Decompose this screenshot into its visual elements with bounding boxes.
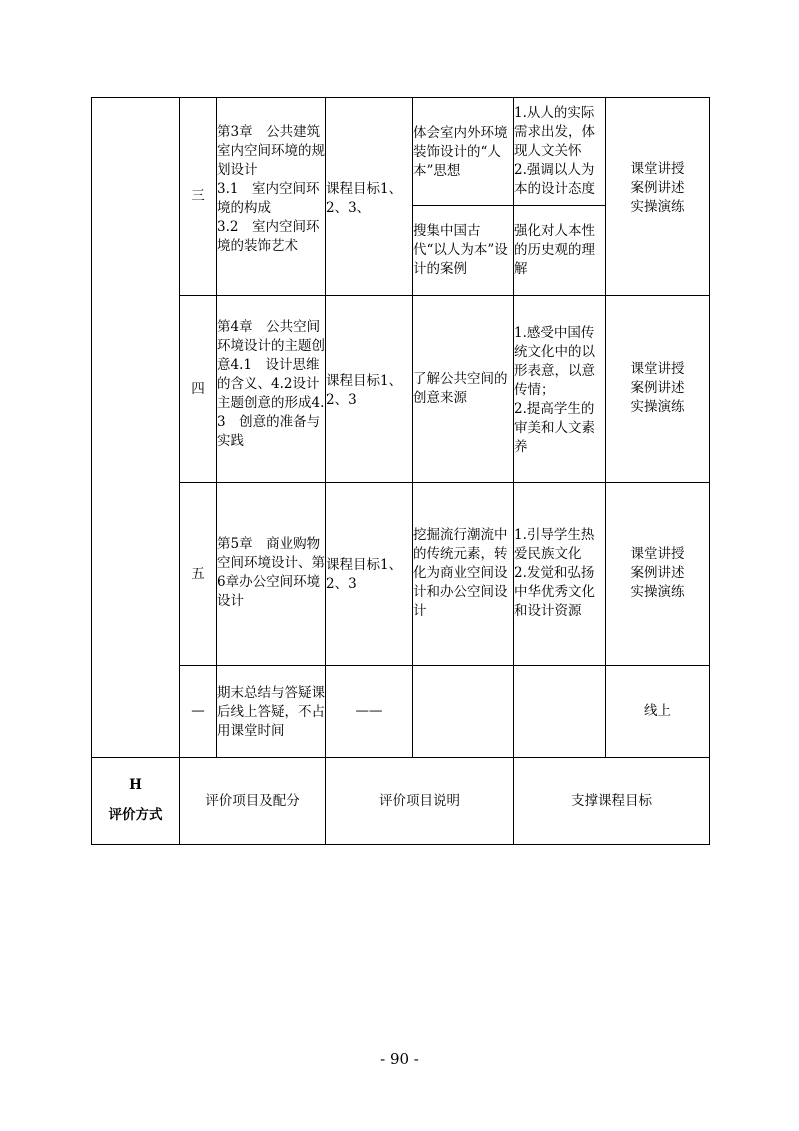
row-5-goal: 课程目标1、2、3: [326, 557, 403, 592]
row-3-point-1: 体会室内外环境装饰设计的“人本”思想: [413, 125, 508, 179]
evaluation-label: 评价方式: [108, 807, 163, 823]
row-4-effect: 1.感受中国传统文化中的以形表意，以意传情； 2.提高学生的审美和人文素养: [514, 325, 595, 455]
evaluation-col-goals: 支撑课程目标: [571, 792, 652, 809]
evaluation-col-desc: 评价项目说明: [379, 792, 460, 809]
row-3-effect-2: 强化对人本性的历史观的理解: [514, 223, 595, 277]
row-4-number: 四: [191, 380, 205, 397]
row-5-number: 五: [191, 565, 205, 582]
row-3-goal: 课程目标1、2、3、: [326, 181, 403, 216]
row-5-content: 第5章 商业购物空间环境设计、第6章办公空间环境设计: [217, 536, 325, 609]
row-5-point: 挖掘流行潮流中的传统元素，转化为商业空间设计和办公空间设计: [413, 527, 508, 619]
row-3-point-2: 搜集中国古代“以人为本”设计的案例: [413, 223, 508, 277]
row-3-number: 三: [191, 188, 205, 204]
row-4-content: 第4章 公共空间环境设计的主题创意4.1 设计思维的含义、4.2设计主题创意的形成4.3 创意的准备与实践: [217, 319, 325, 449]
row-5-method: 课堂讲授 案例讲述 实操演练: [630, 546, 685, 600]
row-final-number: —: [191, 703, 205, 719]
row-4-goal: 课程目标1、2、3: [326, 373, 403, 408]
row-final-goal: ——: [355, 703, 383, 719]
evaluation-col-items: 评价项目及配分: [205, 792, 300, 809]
row-3-method: 课堂讲授 案例讲述 实操演练: [630, 161, 685, 215]
evaluation-label-h: H: [129, 777, 142, 793]
row-final-content: 期末总结与答疑课后线上答疑，不占用课堂时间: [217, 685, 325, 739]
page-number: - 90 -: [380, 1050, 419, 1068]
row-final-method: 线上: [644, 703, 671, 719]
row-5-effect: 1.引导学生热爱民族文化 2.发觉和弘扬中华优秀文化和设计资源: [514, 527, 595, 619]
row-3-effect-1: 1.从人的实际需求出发，体现人文关怀 2.强调以人为本的设计态度: [514, 105, 595, 197]
row-4-method: 课堂讲授 案例讲述 实操演练: [630, 361, 685, 415]
row-4-point: 了解公共空间的创意来源: [413, 371, 508, 406]
row-3-content: 第3章 公共建筑室内空间环境的规划设计 3.1 室内空间环境的构成 3.2 室内空间环境的装饰艺术: [217, 124, 325, 254]
